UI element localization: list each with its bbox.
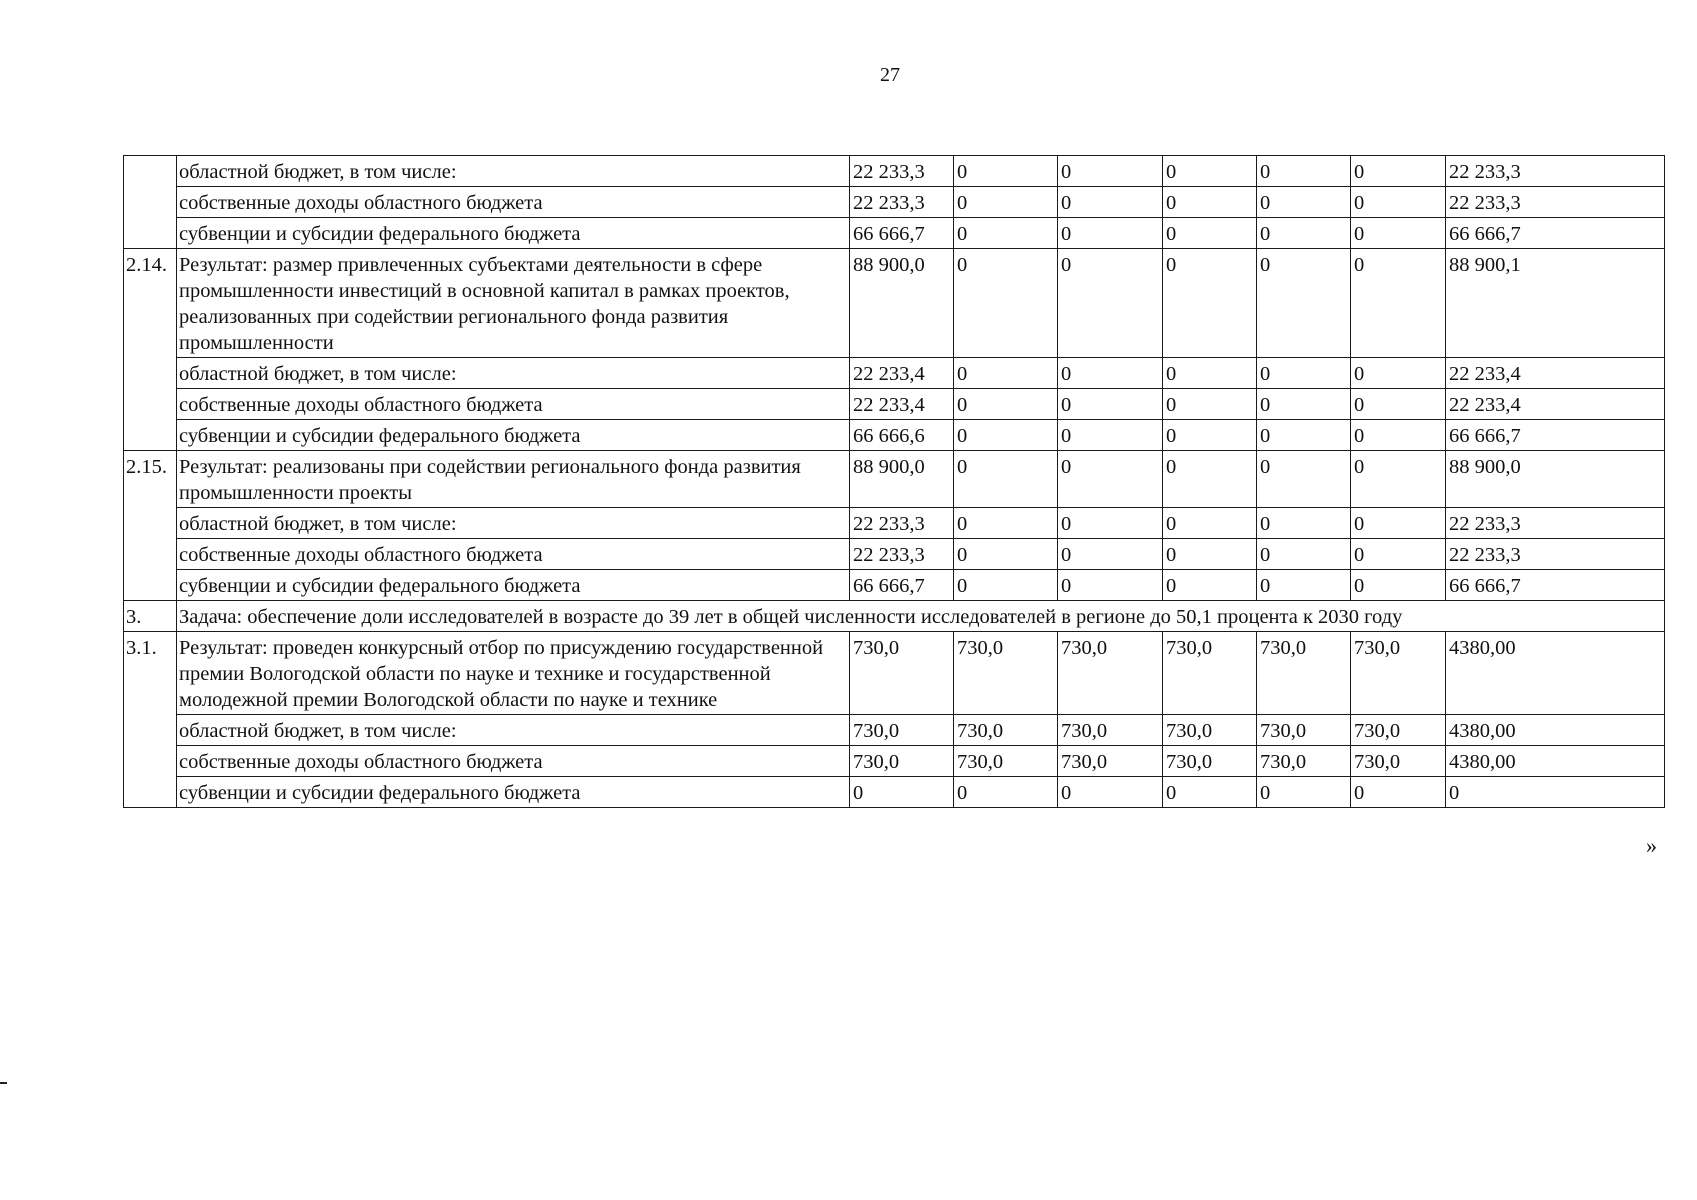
page-number: 27 <box>880 64 900 86</box>
budget-row <box>124 156 1665 187</box>
value-cell: 22 233,3 <box>850 508 954 539</box>
budget-row <box>124 358 1665 389</box>
budget-row <box>124 508 1665 539</box>
value-cell: 4380,00 <box>1446 715 1665 746</box>
value-cell: 730,0 <box>1257 715 1351 746</box>
value-cell: 22 233,4 <box>850 389 954 420</box>
value-cell: 0 <box>1163 249 1257 358</box>
value-cell: 0 <box>1257 508 1351 539</box>
value-cell: 0 <box>1351 539 1446 570</box>
value-cell: 0 <box>954 451 1058 508</box>
value-cell: 0 <box>954 508 1058 539</box>
value-cell: 22 233,3 <box>850 539 954 570</box>
value-cell: 0 <box>1058 249 1163 358</box>
budget-row <box>124 746 1665 777</box>
value-cell: 0 <box>954 218 1058 249</box>
value-cell: 66 666,7 <box>1446 420 1665 451</box>
value-cell: 0 <box>1058 187 1163 218</box>
value-cell: 0 <box>1257 156 1351 187</box>
value-cell: 0 <box>1257 187 1351 218</box>
value-cell: 0 <box>1257 451 1351 508</box>
budget-row <box>124 218 1665 249</box>
value-cell: 0 <box>1163 539 1257 570</box>
value-cell: 22 233,3 <box>850 187 954 218</box>
value-cell: 730,0 <box>1163 632 1257 715</box>
value-cell: 0 <box>1058 508 1163 539</box>
value-cell: 0 <box>954 156 1058 187</box>
value-cell: 88 900,0 <box>850 451 954 508</box>
budget-row <box>124 570 1665 601</box>
result-row <box>124 632 1665 715</box>
value-cell: 0 <box>1257 218 1351 249</box>
value-cell: 0 <box>1351 420 1446 451</box>
value-cell: 0 <box>1163 156 1257 187</box>
budget-row-label: областной бюджет, в том числе: <box>177 358 850 389</box>
task-row <box>124 601 1665 632</box>
value-cell: 0 <box>1257 249 1351 358</box>
value-cell: 730,0 <box>850 632 954 715</box>
task-index: 3. <box>124 601 177 632</box>
value-cell: 0 <box>954 570 1058 601</box>
budget-row-label: областной бюджет, в том числе: <box>177 156 850 187</box>
value-cell: 0 <box>1351 249 1446 358</box>
budget-row-label: собственные доходы областного бюджета <box>177 389 850 420</box>
value-cell: 730,0 <box>1058 715 1163 746</box>
value-cell: 730,0 <box>1351 715 1446 746</box>
value-cell: 66 666,7 <box>1446 218 1665 249</box>
budget-row-label: областной бюджет, в том числе: <box>177 715 850 746</box>
result-row <box>124 451 1665 508</box>
value-cell: 0 <box>1163 508 1257 539</box>
value-cell: 66 666,7 <box>1446 570 1665 601</box>
value-cell: 0 <box>1163 187 1257 218</box>
value-cell: 22 233,3 <box>1446 187 1665 218</box>
value-cell: 0 <box>1257 570 1351 601</box>
value-cell: 730,0 <box>954 715 1058 746</box>
value-cell: 0 <box>954 777 1058 808</box>
value-cell: 730,0 <box>1163 715 1257 746</box>
value-cell: 22 233,4 <box>1446 358 1665 389</box>
table-body <box>124 156 1665 808</box>
closing-quote-mark: » <box>1646 833 1657 858</box>
value-cell: 0 <box>1163 451 1257 508</box>
budget-row-label: собственные доходы областного бюджета <box>177 539 850 570</box>
value-cell: 66 666,7 <box>850 570 954 601</box>
value-cell: 0 <box>1351 218 1446 249</box>
value-cell: 730,0 <box>1351 632 1446 715</box>
value-cell: 0 <box>1058 539 1163 570</box>
value-cell: 4380,00 <box>1446 746 1665 777</box>
value-cell: 730,0 <box>1163 746 1257 777</box>
budget-row-label: областной бюджет, в том числе: <box>177 508 850 539</box>
budget-row <box>124 715 1665 746</box>
budget-row <box>124 777 1665 808</box>
value-cell: 22 233,3 <box>1446 508 1665 539</box>
value-cell: 0 <box>1163 420 1257 451</box>
value-cell: 4380,00 <box>1446 632 1665 715</box>
value-cell: 0 <box>1058 420 1163 451</box>
value-cell: 0 <box>1257 389 1351 420</box>
budget-row <box>124 539 1665 570</box>
value-cell: 730,0 <box>1257 632 1351 715</box>
value-cell: 0 <box>1257 539 1351 570</box>
budget-table <box>123 155 1665 808</box>
task-description: Задача: обеспечение доли исследователей в возрасте до 39 лет в общей численности исследователей в регионе до 50,1 процента к 2030 году <box>177 601 1665 632</box>
result-row <box>124 249 1665 358</box>
result-description: Результат: проведен конкурсный отбор по присуждению государственной премии Вологодской области по науке и технике и государственной молодежной премии Вологодской области по науке и технике <box>177 632 850 715</box>
value-cell: 0 <box>1163 777 1257 808</box>
budget-row-label: собственные доходы областного бюджета <box>177 187 850 218</box>
budget-row-label: субвенции и субсидии федерального бюджета <box>177 777 850 808</box>
value-cell: 0 <box>954 389 1058 420</box>
value-cell: 22 233,4 <box>850 358 954 389</box>
value-cell: 0 <box>1163 389 1257 420</box>
row-index <box>124 156 177 249</box>
value-cell: 0 <box>1058 389 1163 420</box>
result-description: Результат: размер привлеченных субъектами деятельности в сфере промышленности инвестиций в основной капитал в рамках проектов, реализованных при содействии регионального фонда развития промышленности <box>177 249 850 358</box>
value-cell: 730,0 <box>1351 746 1446 777</box>
value-cell: 0 <box>1351 358 1446 389</box>
value-cell: 0 <box>1351 508 1446 539</box>
value-cell: 0 <box>1058 156 1163 187</box>
value-cell: 22 233,3 <box>850 156 954 187</box>
value-cell: 0 <box>1058 218 1163 249</box>
value-cell: 0 <box>1257 358 1351 389</box>
value-cell: 0 <box>1163 218 1257 249</box>
row-index: 2.15. <box>124 451 177 601</box>
value-cell: 22 233,4 <box>1446 389 1665 420</box>
value-cell: 0 <box>1351 156 1446 187</box>
value-cell: 0 <box>1351 451 1446 508</box>
value-cell: 88 900,1 <box>1446 249 1665 358</box>
result-description: Результат: реализованы при содействии регионального фонда развития промышленности проекты <box>177 451 850 508</box>
row-index: 2.14. <box>124 249 177 451</box>
value-cell: 0 <box>954 420 1058 451</box>
value-cell: 0 <box>954 358 1058 389</box>
value-cell: 0 <box>1058 358 1163 389</box>
budget-row-label: субвенции и субсидии федерального бюджета <box>177 420 850 451</box>
budget-row <box>124 389 1665 420</box>
value-cell: 0 <box>1351 389 1446 420</box>
budget-row <box>124 420 1665 451</box>
value-cell: 730,0 <box>1058 632 1163 715</box>
value-cell: 0 <box>1257 420 1351 451</box>
value-cell: 0 <box>1058 570 1163 601</box>
value-cell: 66 666,7 <box>850 218 954 249</box>
budget-row <box>124 187 1665 218</box>
budget-row-label: собственные доходы областного бюджета <box>177 746 850 777</box>
row-index: 3.1. <box>124 632 177 808</box>
budget-row-label: субвенции и субсидии федерального бюджета <box>177 218 850 249</box>
value-cell: 0 <box>954 187 1058 218</box>
value-cell: 0 <box>1351 187 1446 218</box>
value-cell: 730,0 <box>1257 746 1351 777</box>
value-cell: 0 <box>1351 570 1446 601</box>
value-cell: 66 666,6 <box>850 420 954 451</box>
value-cell: 0 <box>850 777 954 808</box>
value-cell: 0 <box>1446 777 1665 808</box>
value-cell: 0 <box>954 539 1058 570</box>
value-cell: 0 <box>1163 570 1257 601</box>
value-cell: 730,0 <box>850 715 954 746</box>
value-cell: 22 233,3 <box>1446 539 1665 570</box>
value-cell: 0 <box>1257 777 1351 808</box>
value-cell: 88 900,0 <box>850 249 954 358</box>
value-cell: 730,0 <box>954 632 1058 715</box>
value-cell: 0 <box>1163 358 1257 389</box>
value-cell: 730,0 <box>954 746 1058 777</box>
value-cell: 0 <box>954 249 1058 358</box>
value-cell: 730,0 <box>850 746 954 777</box>
value-cell: 730,0 <box>1058 746 1163 777</box>
value-cell: 22 233,3 <box>1446 156 1665 187</box>
value-cell: 0 <box>1058 777 1163 808</box>
scan-margin-mark <box>0 1082 7 1084</box>
value-cell: 88 900,0 <box>1446 451 1665 508</box>
value-cell: 0 <box>1351 777 1446 808</box>
value-cell: 0 <box>1058 451 1163 508</box>
budget-row-label: субвенции и субсидии федерального бюджета <box>177 570 850 601</box>
